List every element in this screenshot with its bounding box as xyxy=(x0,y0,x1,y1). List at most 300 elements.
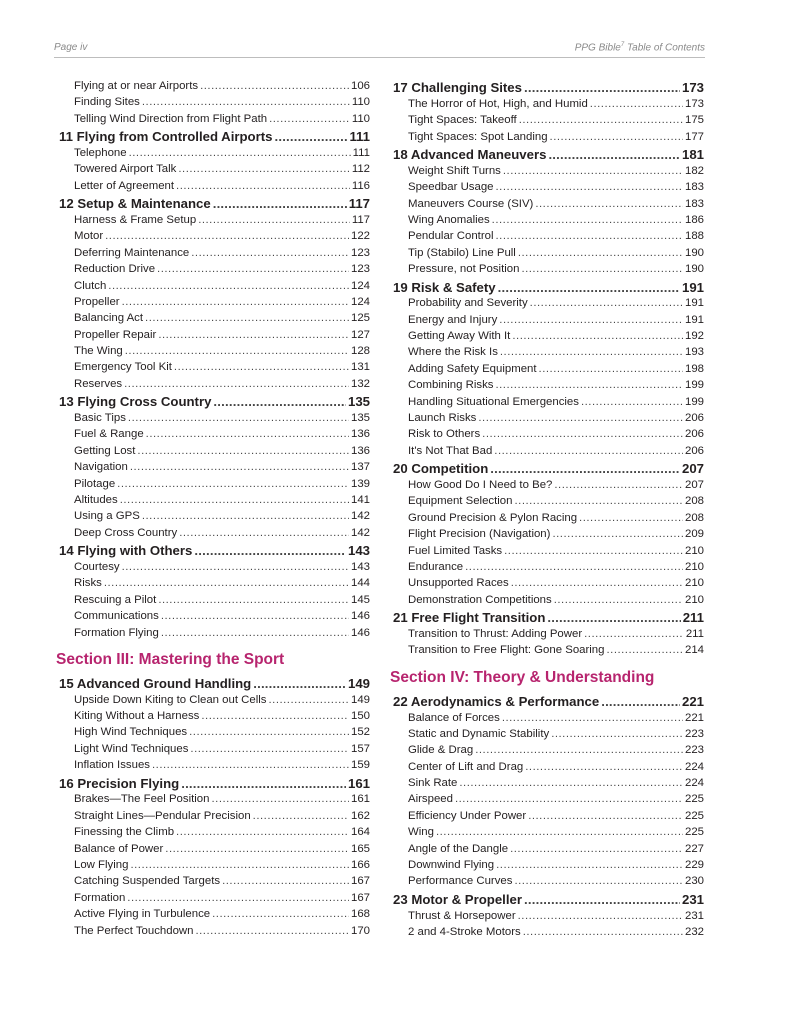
page-number: 146 xyxy=(350,610,370,623)
chapter-title: 15 Advanced Ground Handling xyxy=(59,675,252,691)
toc-entry-towered-airport-talk[interactable] xyxy=(56,163,370,179)
toc-entry-fuel-limited-tasks[interactable] xyxy=(390,545,704,561)
toc-entry-finessing-the-climb[interactable] xyxy=(56,826,370,842)
page-number: 167 xyxy=(350,891,370,904)
dot-leader xyxy=(181,776,346,791)
toc-entry-demonstration-competitions[interactable] xyxy=(390,594,704,610)
toc-entry-deep-cross-country[interactable] xyxy=(56,527,370,543)
chapter-title: 21 Free Flight Transition xyxy=(393,610,546,626)
toc-entry-it-s-not-that-bad[interactable] xyxy=(390,445,704,461)
toc-entry-maneuvers-course-siv[interactable] xyxy=(390,198,704,214)
dot-leader xyxy=(551,728,683,740)
page-number: 206 xyxy=(684,444,704,457)
toc-entry-telephone[interactable] xyxy=(56,147,370,163)
edition-superscript: 7 xyxy=(620,42,625,48)
dot-leader xyxy=(117,478,349,490)
toc-right-column xyxy=(390,80,704,942)
toc-entry-risk-to-others[interactable] xyxy=(390,428,704,444)
toc-entry-finding-sites[interactable] xyxy=(56,96,370,112)
page-number: 123 xyxy=(350,246,370,259)
dot-leader xyxy=(552,528,683,540)
page-number: 210 xyxy=(684,577,704,590)
dot-leader xyxy=(523,926,683,938)
toc-entry-using-a-gps[interactable] xyxy=(56,510,370,526)
dot-leader xyxy=(503,165,683,177)
chapter-entry-15-advanced-ground-handling[interactable] xyxy=(56,676,370,694)
entry-title: Probability and Severity xyxy=(408,297,528,310)
dot-leader xyxy=(158,329,349,341)
page-number: 199 xyxy=(684,379,704,392)
toc-entry-speedbar-usage[interactable] xyxy=(390,181,704,197)
toc-entry-getting-away-with-it[interactable] xyxy=(390,330,704,346)
toc-entry-sink-rate[interactable] xyxy=(390,777,704,793)
toc-entry-propeller-repair[interactable] xyxy=(56,329,370,345)
page-number: 168 xyxy=(350,908,370,921)
toc-entry-rescuing-a-pilot[interactable] xyxy=(56,594,370,610)
page-number: 149 xyxy=(350,693,370,706)
page-number: 192 xyxy=(684,330,704,343)
dot-leader xyxy=(274,129,347,144)
entry-title: Motor xyxy=(74,230,104,243)
chapter-entry-19-risk-safety[interactable] xyxy=(390,280,704,298)
toc-entry-high-wind-techniques[interactable] xyxy=(56,726,370,742)
entry-title: Light Wind Techniques xyxy=(74,742,189,755)
entry-title: High Wind Techniques xyxy=(74,726,188,739)
toc-entry-downwind-flying[interactable] xyxy=(390,859,704,875)
page-number: 225 xyxy=(684,809,704,822)
toc-entry-risks[interactable] xyxy=(56,577,370,593)
entry-title: Risks xyxy=(74,577,102,590)
dot-leader xyxy=(146,428,349,440)
entry-title: Active Flying in Turbulence xyxy=(74,908,211,921)
dot-leader xyxy=(125,345,349,357)
entry-title: Low Flying xyxy=(74,859,129,872)
toc-entry-low-flying[interactable] xyxy=(56,859,370,875)
entry-title: Ground Precision & Pylon Racing xyxy=(408,511,578,524)
entry-title: Downwind Flying xyxy=(408,859,495,872)
toc-entry-motor[interactable] xyxy=(56,230,370,246)
page-number: 128 xyxy=(350,345,370,358)
page-number: 186 xyxy=(684,213,704,226)
dot-leader xyxy=(137,445,349,457)
page-number: 149 xyxy=(347,675,370,691)
entry-title: Balance of Power xyxy=(74,842,164,855)
entry-title: Transition to Free Flight: Gone Soaring xyxy=(408,644,605,657)
toc-entry-formation-flying[interactable] xyxy=(56,627,370,643)
page-number: 127 xyxy=(350,328,370,341)
page-number: 112 xyxy=(351,163,370,176)
entry-title: Energy and Injury xyxy=(408,313,498,326)
page-number: 132 xyxy=(350,377,370,390)
toc-entry-transition-to-thrust-adding-power[interactable] xyxy=(390,628,704,644)
page-number: 191 xyxy=(684,297,704,310)
page-number: 198 xyxy=(684,362,704,375)
toc-entry-how-good-do-i-need-to-be[interactable] xyxy=(390,479,704,495)
toc-entry-pendular-control[interactable] xyxy=(390,230,704,246)
entry-title: The Wing xyxy=(74,345,123,358)
toc-entry-formation[interactable] xyxy=(56,892,370,908)
entry-title: Inflation Issues xyxy=(74,759,150,772)
page-number: 221 xyxy=(684,711,704,724)
entry-title: It's Not That Bad xyxy=(408,444,493,457)
toc-entry-static-and-dynamic-stability[interactable] xyxy=(390,728,704,744)
dot-leader xyxy=(108,280,349,292)
toc-entry-letter-of-agreement[interactable] xyxy=(56,180,370,196)
toc-entry-clutch[interactable] xyxy=(56,280,370,296)
page-number: 227 xyxy=(684,842,704,855)
chapter-entry-20-competition[interactable] xyxy=(390,461,704,479)
entry-title: Handling Situational Emergencies xyxy=(408,395,579,408)
page-number: 207 xyxy=(684,479,704,491)
page-number: 162 xyxy=(350,809,370,822)
entry-title: Fuel Limited Tasks xyxy=(408,544,503,557)
entry-title: Fuel & Range xyxy=(74,428,144,441)
dot-leader xyxy=(178,163,349,175)
dot-leader xyxy=(128,412,349,424)
page-number: 230 xyxy=(684,875,704,888)
page-number: 207 xyxy=(681,461,704,477)
dot-leader xyxy=(253,676,346,691)
entry-title: Finding Sites xyxy=(74,96,140,109)
page-number: 161 xyxy=(350,793,370,806)
page-number: 124 xyxy=(350,295,370,308)
entry-title: Glide & Drag xyxy=(408,744,474,757)
toc-entry-fuel-range[interactable] xyxy=(56,428,370,444)
dot-leader xyxy=(174,361,349,373)
chapter-entry-23-motor-propeller[interactable] xyxy=(390,892,704,910)
dot-leader xyxy=(495,379,683,391)
toc-entry-transition-to-free-flight-gone-soaring[interactable] xyxy=(390,644,704,660)
toc-entry-center-of-lift-and-drag[interactable] xyxy=(390,761,704,777)
toc-entry-angle-of-the-dangle[interactable] xyxy=(390,843,704,859)
entry-title: Communications xyxy=(74,610,159,623)
page-number: 111 xyxy=(349,129,370,145)
page-number: 150 xyxy=(350,710,370,723)
toc-entry-endurance[interactable] xyxy=(390,561,704,577)
page-number: 177 xyxy=(684,130,704,143)
chapter-entry-18-advanced-maneuvers[interactable] xyxy=(390,147,704,165)
entry-title: Thrust & Horsepower xyxy=(408,909,516,922)
toc-entry-deferring-maintenance[interactable] xyxy=(56,247,370,263)
entry-title: Tip (Stabilo) Line Pull xyxy=(408,246,516,259)
entry-title: Speedbar Usage xyxy=(408,181,494,194)
dot-leader xyxy=(211,793,349,805)
page-number: 117 xyxy=(348,196,370,212)
dot-leader xyxy=(176,180,350,192)
toc-entry-wing-anomalies[interactable] xyxy=(390,214,704,230)
page-number: 231 xyxy=(681,891,704,907)
chapter-title: 11 Flying from Controlled Airports xyxy=(59,129,273,145)
dot-leader xyxy=(145,312,349,324)
section-heading: Section III: Mastering the Sport xyxy=(56,650,285,668)
toc-entry-flying-at-or-near-airports[interactable] xyxy=(56,80,370,96)
toc-entry-balance-of-forces[interactable] xyxy=(390,712,704,728)
toc-entry-2-and-4-stroke-motors[interactable] xyxy=(390,926,704,942)
toc-entry-the-horror-of-hot-high-and-humid[interactable] xyxy=(390,98,704,114)
entry-title: Sink Rate xyxy=(408,777,458,790)
dot-leader xyxy=(127,892,349,904)
toc-entry-tip-stabilo-line-pull[interactable] xyxy=(390,247,704,263)
dot-leader xyxy=(436,826,683,838)
toc-entry-pilotage[interactable] xyxy=(56,478,370,494)
page-number: 190 xyxy=(684,246,704,259)
entry-title: Adding Safety Equipment xyxy=(408,362,537,375)
chapter-entry-16-precision-flying[interactable] xyxy=(56,776,370,794)
toc-left-column xyxy=(56,80,370,941)
page-number: 146 xyxy=(350,626,370,639)
toc-entry-where-the-risk-is[interactable] xyxy=(390,346,704,362)
toc-entry-weight-shift-turns[interactable] xyxy=(390,165,704,181)
chapter-entry-12-setup-maintenance[interactable] xyxy=(56,196,370,214)
dot-leader xyxy=(475,744,683,756)
dot-leader xyxy=(120,494,349,506)
dot-leader xyxy=(548,147,680,162)
toc-entry-flight-precision-navigation[interactable] xyxy=(390,528,704,544)
page-number: 183 xyxy=(684,181,704,194)
chapter-title: 13 Flying Cross Country xyxy=(59,394,212,410)
toc-entry-energy-and-injury[interactable] xyxy=(390,314,704,330)
entry-title: Pressure, not Position xyxy=(408,263,520,276)
toc-entry-ground-precision-pylon-racing[interactable] xyxy=(390,512,704,528)
toc-entry-harness-frame-setup[interactable] xyxy=(56,214,370,230)
entry-title: Tight Spaces: Takeoff xyxy=(408,114,517,127)
entry-title: Straight Lines—Pendular Precision xyxy=(74,809,251,822)
page-number: 209 xyxy=(684,528,704,541)
toc-entry-the-wing[interactable] xyxy=(56,345,370,361)
chapter-entry-22-aerodynamics-performance[interactable] xyxy=(390,694,704,712)
dot-leader xyxy=(519,114,683,126)
entry-title: Wing Anomalies xyxy=(408,213,490,226)
entry-title: Brakes—The Feel Position xyxy=(74,793,210,806)
page-number: 145 xyxy=(350,593,370,606)
toc-entry-reduction-drive[interactable] xyxy=(56,263,370,279)
chapter-title: 19 Risk & Safety xyxy=(393,279,496,295)
toc-entry-handling-situational-emergencies[interactable] xyxy=(390,396,704,412)
toc-entry-brakes-the-feel-position[interactable] xyxy=(56,793,370,809)
toc-entry-launch-risks[interactable] xyxy=(390,412,704,428)
toc-entry-getting-lost[interactable] xyxy=(56,445,370,461)
toc-entry-altitudes[interactable] xyxy=(56,494,370,510)
dot-leader xyxy=(268,694,349,706)
page-number: 141 xyxy=(350,493,370,506)
toc-entry-unsupported-races[interactable] xyxy=(390,577,704,593)
chapter-entry-21-free-flight-transition[interactable] xyxy=(390,610,704,628)
dot-leader xyxy=(213,394,346,409)
toc-entry-tight-spaces-spot-landing[interactable] xyxy=(390,131,704,147)
entry-title: Altitudes xyxy=(74,493,118,506)
chapter-title: 16 Precision Flying xyxy=(59,775,180,791)
chapter-title: 18 Advanced Maneuvers xyxy=(393,146,547,162)
toc-entry-the-perfect-touchdown[interactable] xyxy=(56,925,370,941)
toc-entry-telling-wind-direction-from-flight-path[interactable] xyxy=(56,113,370,129)
toc-entry-tight-spaces-takeoff[interactable] xyxy=(390,114,704,130)
page-number: 143 xyxy=(350,560,370,573)
entry-title: How Good Do I Need to Be? xyxy=(408,479,553,491)
toc-entry-performance-curves[interactable] xyxy=(390,875,704,891)
section-heading: Section IV: Theory & Understanding xyxy=(390,668,655,686)
dot-leader xyxy=(547,610,680,625)
toc-entry-wing[interactable] xyxy=(390,826,704,842)
dot-leader xyxy=(554,479,683,491)
entry-title: Formation Flying xyxy=(74,626,159,639)
page-number: 111 xyxy=(352,146,370,159)
toc-entry-equipment-selection[interactable] xyxy=(390,495,704,511)
page-number: 117 xyxy=(351,213,370,226)
chapter-entry-11-flying-from-controlled-airports[interactable] xyxy=(56,129,370,147)
page-number: 166 xyxy=(350,859,370,872)
page-number: 191 xyxy=(684,313,704,326)
entry-title: Deferring Maintenance xyxy=(74,246,190,259)
dot-leader xyxy=(198,214,350,226)
entry-title: Combining Risks xyxy=(408,379,494,392)
entry-title: Basic Tips xyxy=(74,412,126,425)
toc-entry-kiting-without-a-harness[interactable] xyxy=(56,710,370,726)
toc-entry-glide-drag[interactable] xyxy=(390,744,704,760)
toc-entry-active-flying-in-turbulence[interactable] xyxy=(56,908,370,924)
entry-title: Towered Airport Talk xyxy=(74,163,177,176)
header-section-label: Table of Contents xyxy=(624,42,705,54)
chapter-entry-17-challenging-sites[interactable] xyxy=(390,80,704,98)
toc-entry-inflation-issues[interactable] xyxy=(56,759,370,775)
page-number: 223 xyxy=(684,727,704,740)
entry-title: Reserves xyxy=(74,377,123,390)
dot-leader xyxy=(189,726,349,738)
page-number: 137 xyxy=(350,461,370,474)
page-number: 110 xyxy=(351,112,370,125)
toc-entry-adding-safety-equipment[interactable] xyxy=(390,363,704,379)
dot-leader xyxy=(130,859,349,871)
dot-leader xyxy=(176,826,349,838)
dot-leader xyxy=(482,428,683,440)
page-number: 210 xyxy=(684,544,704,557)
entry-title: Propeller Repair xyxy=(74,328,157,341)
entry-title: Angle of the Dangle xyxy=(408,842,509,855)
dot-leader xyxy=(510,843,683,855)
page-number: 139 xyxy=(350,477,370,490)
dot-leader xyxy=(105,230,349,242)
dot-leader xyxy=(495,230,683,242)
page-number: 208 xyxy=(684,511,704,524)
page-number: 142 xyxy=(350,510,370,523)
toc-entry-upside-down-kiting-to-clean-out-cells[interactable] xyxy=(56,694,370,710)
toc-entry-light-wind-techniques[interactable] xyxy=(56,743,370,759)
toc-entry-communications[interactable] xyxy=(56,610,370,626)
entry-title: Pilotage xyxy=(74,477,116,490)
dot-leader xyxy=(535,198,683,210)
toc-entry-emergency-tool-kit[interactable] xyxy=(56,361,370,377)
chapter-entry-13-flying-cross-country[interactable] xyxy=(56,394,370,412)
page-number: 193 xyxy=(684,346,704,359)
entry-title: 2 and 4-Stroke Motors xyxy=(408,925,521,938)
page-number: 144 xyxy=(350,577,370,590)
toc-entry-propeller[interactable] xyxy=(56,296,370,312)
dot-leader xyxy=(554,594,683,606)
toc-entry-efficiency-under-power[interactable] xyxy=(390,810,704,826)
page-number: 125 xyxy=(350,312,370,325)
page-number: 199 xyxy=(684,395,704,408)
toc-entry-basic-tips[interactable] xyxy=(56,412,370,428)
page-number: 167 xyxy=(350,875,370,888)
book-title: PPG Bible xyxy=(574,42,621,54)
page-number: 190 xyxy=(684,263,704,276)
dot-leader xyxy=(518,910,683,922)
entry-title: Tight Spaces: Spot Landing xyxy=(408,130,548,143)
page-number: 123 xyxy=(350,263,370,276)
page-number: 191 xyxy=(681,279,704,295)
page-number: 136 xyxy=(350,444,370,457)
toc-entry-thrust-horsepower[interactable] xyxy=(390,910,704,926)
dot-leader xyxy=(459,777,683,789)
entry-title: Unsupported Races xyxy=(408,577,509,590)
toc-entry-balancing-act[interactable] xyxy=(56,312,370,328)
toc-entry-airspeed[interactable] xyxy=(390,793,704,809)
page-number: 110 xyxy=(351,96,370,109)
toc-entry-straight-lines-pendular-precision[interactable] xyxy=(56,810,370,826)
entry-title: Emergency Tool Kit xyxy=(74,361,172,374)
page-number: 157 xyxy=(350,742,370,755)
page-number: 208 xyxy=(684,495,704,508)
toc-entry-courtesy[interactable] xyxy=(56,561,370,577)
chapter-entry-14-flying-with-others[interactable] xyxy=(56,543,370,561)
toc-entry-probability-and-severity[interactable] xyxy=(390,297,704,313)
entry-title: Flying at or near Airports xyxy=(74,80,199,92)
toc-entry-balance-of-power[interactable] xyxy=(56,843,370,859)
page-number: 225 xyxy=(684,826,704,839)
chapter-title: 14 Flying with Others xyxy=(59,543,193,559)
page-number: 165 xyxy=(350,842,370,855)
entry-title: Rescuing a Pilot xyxy=(74,593,157,606)
page-number: 175 xyxy=(684,114,704,127)
dot-leader xyxy=(455,793,683,805)
toc-entry-navigation[interactable] xyxy=(56,461,370,477)
toc-entry-pressure-not-position[interactable] xyxy=(390,263,704,279)
page-number: 229 xyxy=(684,859,704,872)
entry-title: Balancing Act xyxy=(74,312,144,325)
entry-title: Airspeed xyxy=(408,793,453,806)
dot-leader xyxy=(512,330,683,342)
page-number: 143 xyxy=(347,543,370,559)
chapter-title: 22 Aerodynamics & Performance xyxy=(393,693,600,709)
page-number: 124 xyxy=(350,279,370,292)
toc-entry-combining-risks[interactable] xyxy=(390,379,704,395)
dot-leader xyxy=(122,561,349,573)
entry-title: The Perfect Touchdown xyxy=(74,924,194,937)
dot-leader xyxy=(222,875,349,887)
page-number: 106 xyxy=(350,80,370,92)
page-number-header: Page iv xyxy=(54,42,88,53)
dot-leader xyxy=(269,113,350,125)
entry-title: Performance Curves xyxy=(408,875,513,888)
entry-title: Efficiency Under Power xyxy=(408,809,527,822)
dot-leader xyxy=(514,875,683,887)
page-number: 131 xyxy=(350,361,370,374)
page-number: 122 xyxy=(350,230,370,243)
entry-title: Static and Dynamic Stability xyxy=(408,727,550,740)
entry-title: Center of Lift and Drag xyxy=(408,760,524,773)
toc-entry-reserves[interactable] xyxy=(56,378,370,394)
running-header xyxy=(575,42,705,53)
page-number: 223 xyxy=(684,744,704,757)
page-number: 206 xyxy=(684,428,704,441)
page-number: 116 xyxy=(351,179,370,192)
entry-title: Wing xyxy=(408,826,434,839)
toc-entry-catching-suspended-targets[interactable] xyxy=(56,875,370,891)
dot-leader xyxy=(584,628,684,640)
dot-leader xyxy=(496,859,683,871)
dot-leader xyxy=(165,843,349,855)
entry-title: Equipment Selection xyxy=(408,495,513,508)
entry-title: Telephone xyxy=(74,146,127,159)
